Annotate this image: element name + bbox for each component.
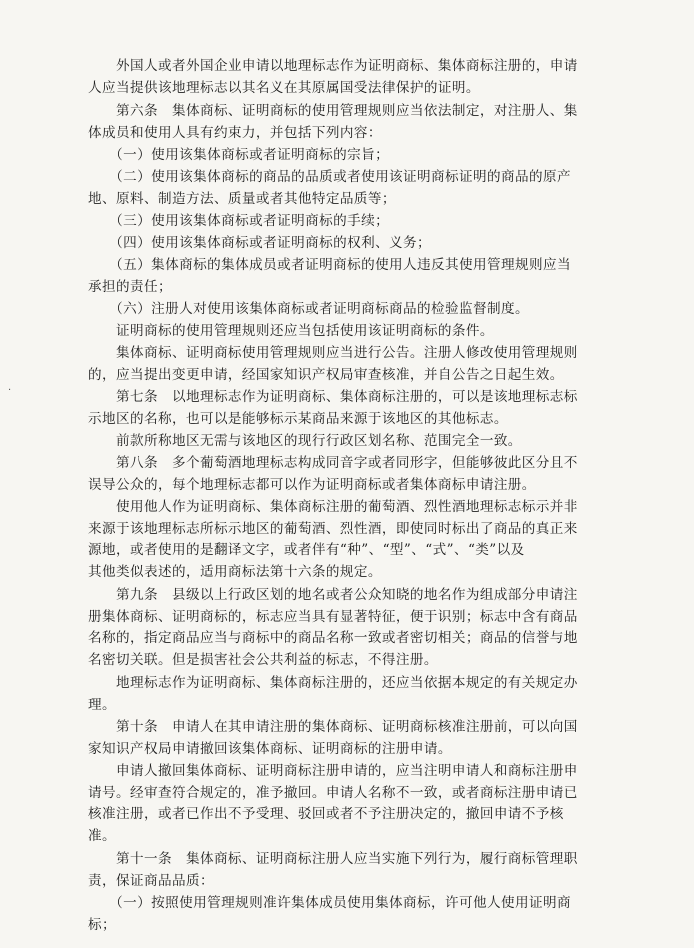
paragraph bbox=[88, 849, 618, 892]
text-line: （六）注册人对使用该集体商标或者证明商标商品的检验监督制度。 bbox=[88, 301, 529, 317]
paragraph bbox=[88, 761, 618, 847]
text-line: 第八条 多个葡萄酒地理标志构成同音字或者同形字，但能够彼此区分且不 bbox=[88, 455, 578, 471]
paragraph bbox=[88, 255, 618, 298]
text-line: （一）按照使用管理规则准许集体成员使用集体商标，许可他人使用证明商 bbox=[88, 895, 571, 911]
paragraph bbox=[88, 453, 618, 496]
paragraph bbox=[88, 211, 618, 233]
text-line: 第九条 县级以上行政区划的地名或者公众知晓的地名作为组成部分申请注 bbox=[88, 587, 578, 603]
paragraph bbox=[88, 56, 618, 99]
text-line: 承担的责任； bbox=[88, 278, 172, 295]
text-line: 名称的，指定商品应当与商标中的商品名称一致或者密切相关；商品的信誉与地 bbox=[88, 630, 578, 646]
text-line: 核准注册，或者已作出不予受理、驳回或者不予注册决定的，撤回申请不予核 bbox=[88, 806, 564, 822]
text-line: 集体商标、证明商标使用管理规则应当进行公告。注册人修改使用管理规则 bbox=[88, 345, 578, 361]
text-line: 申请人撤回集体商标、证明商标注册申请的，应当注明申请人和商标注册申 bbox=[88, 763, 578, 779]
paragraph bbox=[88, 299, 618, 321]
text-line: 地理标志作为证明商标、集体商标注册的，还应当依据本规定的有关规定办 bbox=[88, 675, 578, 691]
text-line: 责，保证商品品质： bbox=[88, 872, 214, 889]
paragraph bbox=[88, 673, 618, 716]
text-line: （五）集体商标的集体成员或者证明商标的使用人违反其使用管理规则应当 bbox=[88, 257, 571, 273]
text-line: 家知识产权局申请撤回该集体商标、证明商标的注册申请。 bbox=[88, 740, 452, 757]
text-line: 误导公众的，每个地理标志都可以作为证明商标或者集体商标申请注册。 bbox=[88, 476, 536, 493]
paragraph bbox=[88, 101, 618, 144]
text-line: 地、原料、制造方法、质量或者其他特定品质等； bbox=[88, 190, 396, 207]
text-line: 其他类似表述的，适用商标法第十六条的规定。 bbox=[88, 563, 382, 580]
paragraph bbox=[88, 321, 618, 343]
text-line: 请号。经审查符合规定的，准予撤回。申请人名称不一致，或者商标注册申请已 bbox=[88, 784, 578, 801]
text-line: 外国人或者外国企业申请以地理标志作为证明商标、集体商标注册的，申请 bbox=[88, 58, 578, 74]
paragraph bbox=[88, 431, 618, 453]
scan-mark: · bbox=[8, 385, 12, 396]
text-line: （四）使用该集体商标或者证明商标的权利、义务； bbox=[88, 235, 432, 251]
text-line: 第十条 申请人在其申请注册的集体商标、证明商标核准注册前，可以向国 bbox=[88, 719, 578, 735]
paragraph bbox=[88, 343, 618, 386]
paragraph bbox=[88, 717, 618, 760]
text-line: 体成员和使用人具有约束力，并包括下列内容： bbox=[88, 124, 382, 141]
text-line: 第十一条 集体商标、证明商标注册人应当实施下列行为，履行商标管理职 bbox=[88, 851, 578, 867]
text-line: 名密切关联。但是损害社会公共利益的标志，不得注册。 bbox=[88, 651, 438, 668]
paragraph bbox=[88, 387, 618, 430]
text-line: 第六条 集体商标、证明商标的使用管理规则应当依法制定，对注册人、集 bbox=[88, 103, 578, 119]
text-line: 标； bbox=[88, 916, 116, 933]
text-line: 源地，或者使用的是翻译文字，或者伴有“种”、“型”、“式”、“类”以及 bbox=[88, 542, 525, 558]
text-line: 来源于该地理标志所标示地区的葡萄酒、烈性酒，即使同时标出了商品的真正来 bbox=[88, 520, 578, 537]
text-line: 示地区的名称，也可以是能够标示某商品来源于该地区的其他标志。 bbox=[88, 410, 508, 427]
text-line: 准。 bbox=[88, 827, 116, 844]
text-line: 人应当提供该地理标志以其名义在其原属国受法律保护的证明。 bbox=[88, 79, 480, 96]
text-line: 的，应当提出变更申请，经国家知识产权局审查核准，并自公告之日起生效。 bbox=[88, 366, 564, 383]
text-line: 理。 bbox=[88, 696, 116, 713]
paragraph bbox=[88, 893, 618, 936]
text-line: 前款所称地区无需与该地区的现行行政区划名称、范围完全一致。 bbox=[88, 433, 522, 449]
paragraph bbox=[88, 167, 618, 210]
text-line: 使用他人作为证明商标、集体商标注册的葡萄酒、烈性酒地理标志标示并非 bbox=[88, 499, 578, 515]
paragraph bbox=[88, 145, 618, 167]
text-line: 册集体商标、证明商标的，标志应当具有显著特征，便于识别；标志中含有商品 bbox=[88, 608, 578, 625]
paragraph bbox=[88, 585, 618, 671]
paragraph bbox=[88, 497, 618, 583]
text-line: （二）使用该集体商标的商品的品质或者使用该证明商标证明的商品的原产 bbox=[88, 169, 571, 185]
text-line: 证明商标的使用管理规则还应当包括使用该证明商标的条件。 bbox=[88, 323, 494, 339]
text-line: （三）使用该集体商标或者证明商标的手续； bbox=[88, 213, 390, 229]
text-line: （一）使用该集体商标或者证明商标的宗旨； bbox=[88, 147, 390, 163]
paragraph bbox=[88, 233, 618, 255]
text-line: 第七条 以地理标志作为证明商标、集体商标注册的，可以是该地理标志标 bbox=[88, 389, 578, 405]
